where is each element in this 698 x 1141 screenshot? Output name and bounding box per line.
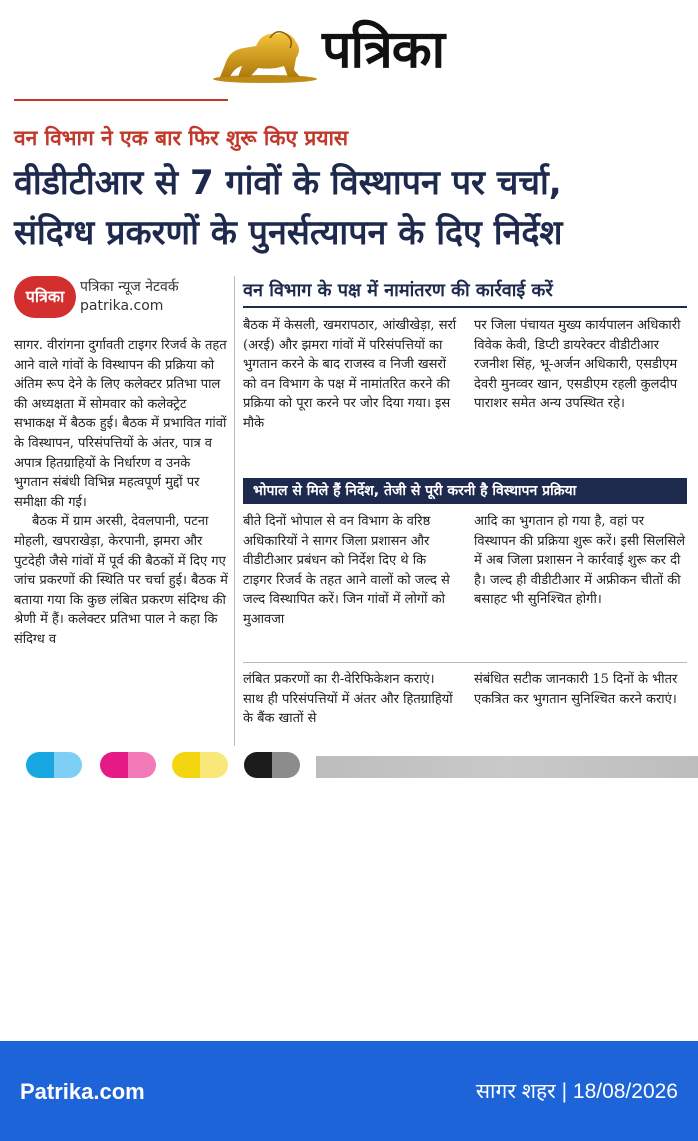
subhead-forest-dept-text: वन विभाग के पक्ष में नामांतरण की कार्रवाई करें: [243, 280, 553, 301]
subhead-forest-dept: [243, 276, 687, 308]
masthead-title[interactable]: पत्रिका: [322, 20, 445, 80]
byline-network: पत्रिका न्यूज नेटवर्क: [80, 279, 179, 295]
patrika-logo-badge: पत्रिका: [14, 276, 76, 318]
footer-bar: [0, 1041, 698, 1141]
gray-scale-bar: [316, 756, 698, 778]
footer-site-link[interactable]: Patrika.com: [20, 1079, 145, 1104]
print-color-registration-strip: [0, 748, 698, 780]
article-headline: [14, 158, 690, 258]
article-column-6: लंबित प्रकरणों का री-वेरिफिकेशन कराएं। साथ ही परिसंपत्तियों में अंतर और हितग्राहियों के बैंक खातों से: [243, 672, 453, 727]
byline-text: [80, 278, 179, 316]
masthead: [0, 14, 698, 86]
headline-line-2: संदिग्ध प्रकरणों के पुनर्सत्यापन के दिए निर्देश: [14, 213, 563, 253]
paragraph-1: सागर. वीरांगना दुर्गावती टाइगर रिजर्व के तहत आने वाले गांवों के विस्थापन की प्रक्रिया को अंतिम रूप देने के लिए कलेक्टर प्रतिभा पाल की अध्यक्षता में सोमवार को कलेक्ट्रेट सभाकक्ष में बैठक हुई। बैठक में प्रभावित गांवों के विस्थापन, परिसंपत्तियों के अंतर, पात्र व अपात्र हितग्राहियों के निर्धारण व उनके भुगतान संबंधी विभिन्न महत्वपूर्ण मुद्दों पर समीक्षा की गई।: [14, 338, 227, 510]
article-column-1: [14, 336, 228, 650]
article-column-2: बैठक में केसली, खमरापठार, आंखीखेड़ा, सर्रा (अरई) और झमरा गांवों में परिसंपत्तियों का भुगतान करने के बाद राजस्व व निजी खसरों को वन विभाग के पक्ष में नामांतरित करने की प्रक्रिया को पूरा करने पर जोर दिया गया। इस मौके: [243, 318, 457, 431]
byline-site: patrika.com: [80, 298, 164, 314]
yellow-swatch: [172, 752, 228, 778]
article-column-3: पर जिला पंचायत मुख्य कार्यपालन अधिकारी विवेक केवी, डिप्टी डायरेक्टर वीडीटीआर रजनीश सिंह, भू-अर्जन अधिकारी, एसडीएम देवरी मुनव्वर खान, एसडीएम रहली कुलदीप पाराशर समेत अन्य उपस्थित रहे।: [474, 318, 681, 412]
black-swatch: [244, 752, 300, 778]
article-kicker: वन विभाग ने एक बार फिर शुरू किए प्रयास: [14, 126, 349, 150]
article-column-4: बीते दिनों भोपाल से वन विभाग के वरिष्ठ अधिकारियों ने सागर जिला प्रशासन और वीडीटीआर प्रबंधन को निर्देश दिए थे कि टाइगर रिजर्व के तहत आने वालों को जल्द से जल्द विस्थापित करें। जिन गांवों में लोगों को मुआवजा: [243, 514, 450, 627]
section-rule: [243, 662, 687, 663]
footer-edition-date: सागर शहर | 18/08/2026: [475, 1080, 678, 1103]
byline: [14, 276, 236, 326]
article-column-5: आदि का भुगतान हो गया है, वहां पर विस्थापन की प्रक्रिया शुरू करें। इसी सिलसिले में अब जिला प्रशासन ने कार्रवाई शुरू कर दी है। जल्द ही वीडीटीआर में अफ्रीकन चीतों की बसाहट भी सुनिश्चित होगी।: [474, 514, 686, 608]
subhead-bhopal-text: भोपाल से मिले हैं निर्देश, तेजी से पूरी करनी है विस्थापन प्रक्रिया: [253, 483, 577, 499]
magenta-swatch: [100, 752, 156, 778]
headline-line-1: वीडीटीआर से 7 गांवों के विस्थापन पर चर्चा,: [14, 163, 562, 203]
article-column-7: संबंधित सटीक जानकारी 15 दिनों के भीतर एकत्रित कर भुगतान सुनिश्चित करने कराएं।: [474, 672, 678, 707]
cyan-swatch: [26, 752, 82, 778]
paragraph-2: बैठक में ग्राम अरसी, देवलपानी, पटना मोहली, खपराखेड़ा, केरपानी, झमरा और पुटदेही जैसे गांवों में पूर्व की बैठकों में दिए गए जांच प्रकरणों की स्थिति पर चर्चा हुई। बैठक में बताया गया कि कुछ लंबित प्रकरण संदिग्ध की श्रेणी में हैं। कलेक्टर प्रतिभा पाल ने कहा कि संदिग्ध व: [14, 514, 228, 647]
column-divider: [234, 276, 235, 746]
subhead-bhopal: [243, 478, 687, 504]
lion-logo-icon: [210, 22, 320, 84]
masthead-rule: [14, 99, 228, 101]
